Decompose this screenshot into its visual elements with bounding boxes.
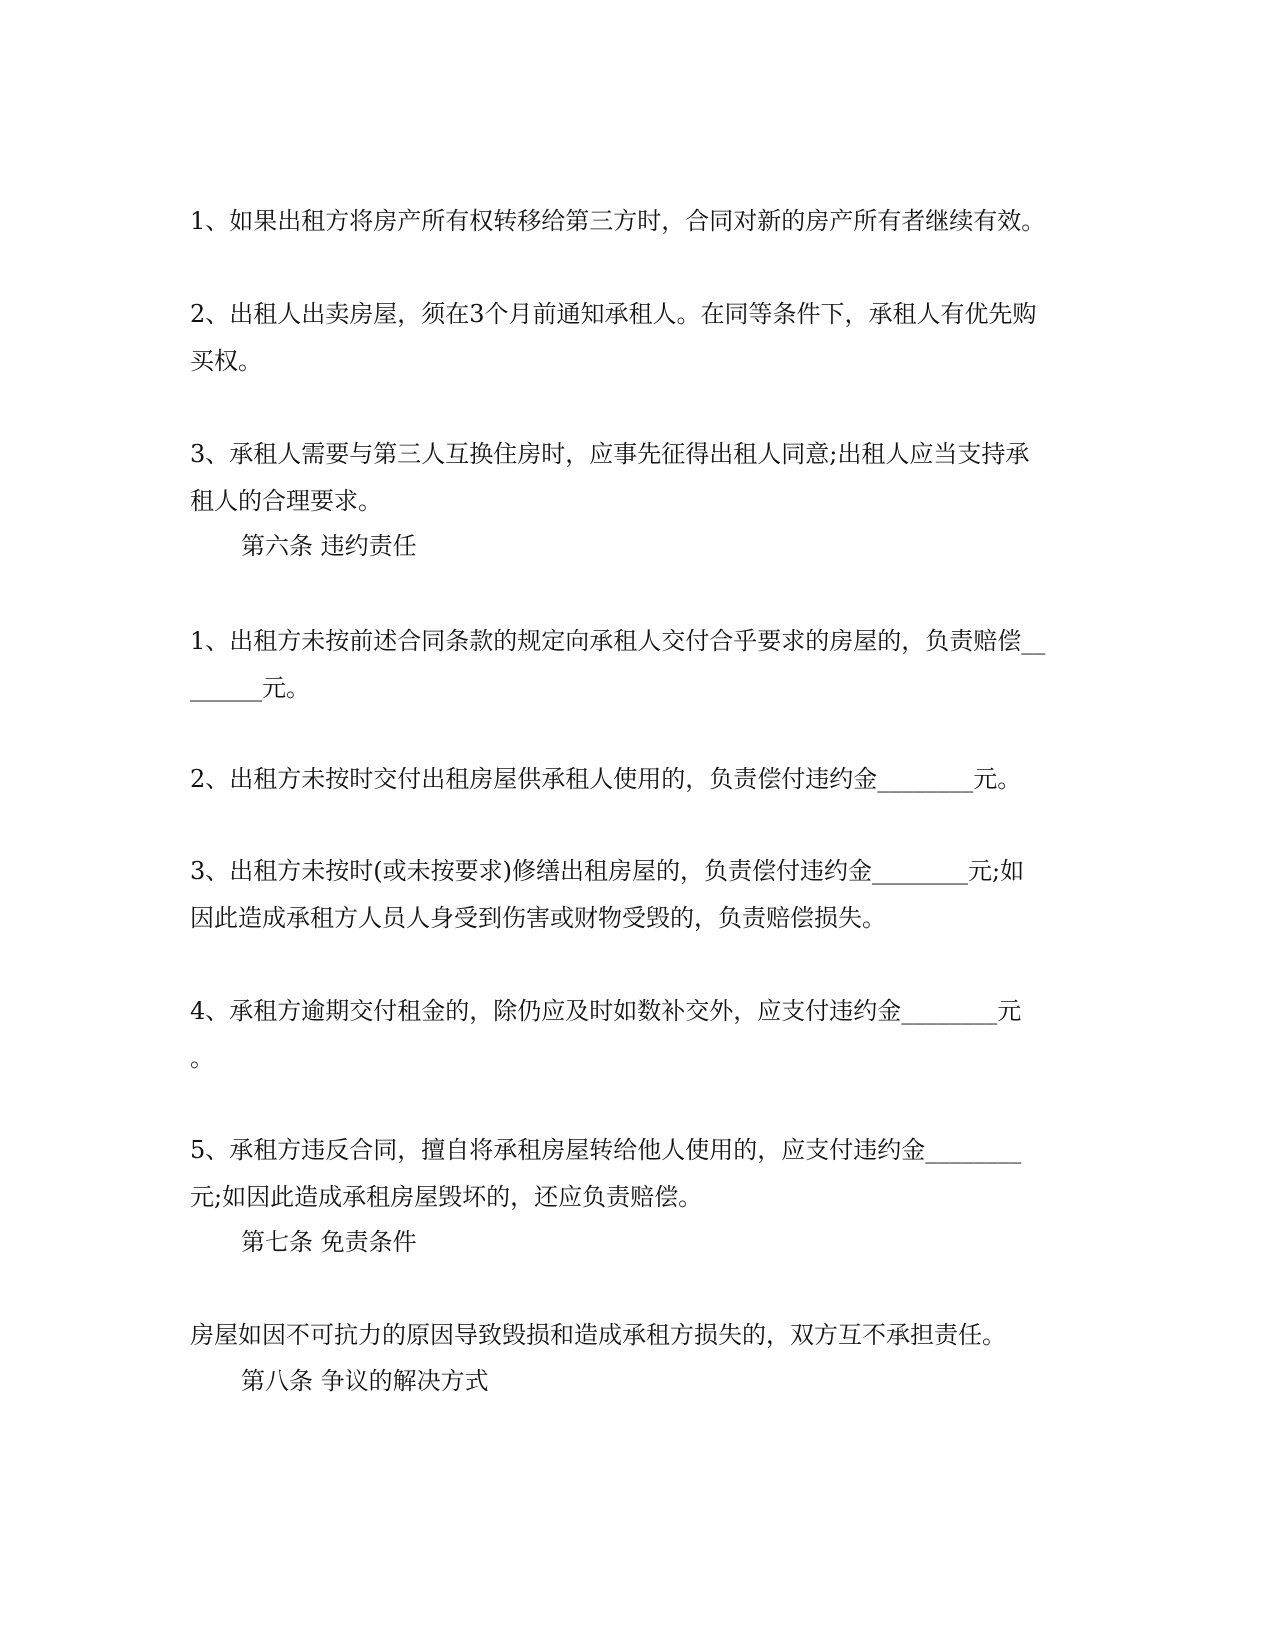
liability-5-line-1: 5、承租方违反合同，擅自将承租房屋转给他人使用的，应支付违约金________	[190, 1136, 1022, 1164]
liability-1-line-1: 1、出租方未按前述合同条款的规定向承租人交付合乎要求的房屋的，负责赔偿__	[190, 627, 1046, 655]
clause-ownership-transfer-line-1: 1、如果出租方将房产所有权转移给第三方时，合同对新的房产所有者继续有效。	[190, 207, 1046, 235]
liability-2-line-1: 2、出租方未按时交付出租房屋供承租人使用的，负责偿付违约金________元。	[190, 765, 1022, 793]
clause-house-swap-line-1: 3、承租人需要与第三人互换住房时，应事先征得出租人同意;出租人应当支持承	[190, 440, 1030, 468]
liability-3-line-1: 3、出租方未按时(或未按要求)修缮出租房屋的，负责偿付违约金________元;如	[190, 857, 1025, 885]
clause-house-swap-line-2: 租人的合理要求。	[190, 487, 382, 515]
article-6-heading: 第六条 违约责任	[241, 532, 417, 560]
liability-1-line-2: ______元。	[190, 674, 310, 702]
article-8-heading: 第八条 争议的解决方式	[241, 1367, 489, 1395]
liability-5-line-2: 元;如因此造成承租房屋毁坏的，还应负责赔偿。	[190, 1183, 703, 1211]
article-7-heading: 第七条 免责条件	[241, 1228, 417, 1256]
clause-force-majeure-line-1: 房屋如因不可抗力的原因导致毁损和造成承租方损失的，双方互不承担责任。	[190, 1321, 1006, 1349]
clause-sale-notice-line-2: 买权。	[190, 347, 262, 375]
liability-3-line-2: 因此造成承租方人员人身受到伤害或财物受毁的，负责赔偿损失。	[190, 904, 886, 932]
liability-4-line-1: 4、承租方逾期交付租金的，除仍应及时如数补交外，应支付违约金________元	[190, 997, 1022, 1025]
liability-4-line-2: 。	[190, 1044, 214, 1072]
clause-sale-notice-line-1: 2、出租人出卖房屋，须在3个月前通知承租人。在同等条件下，承租人有优先购	[190, 300, 1037, 328]
